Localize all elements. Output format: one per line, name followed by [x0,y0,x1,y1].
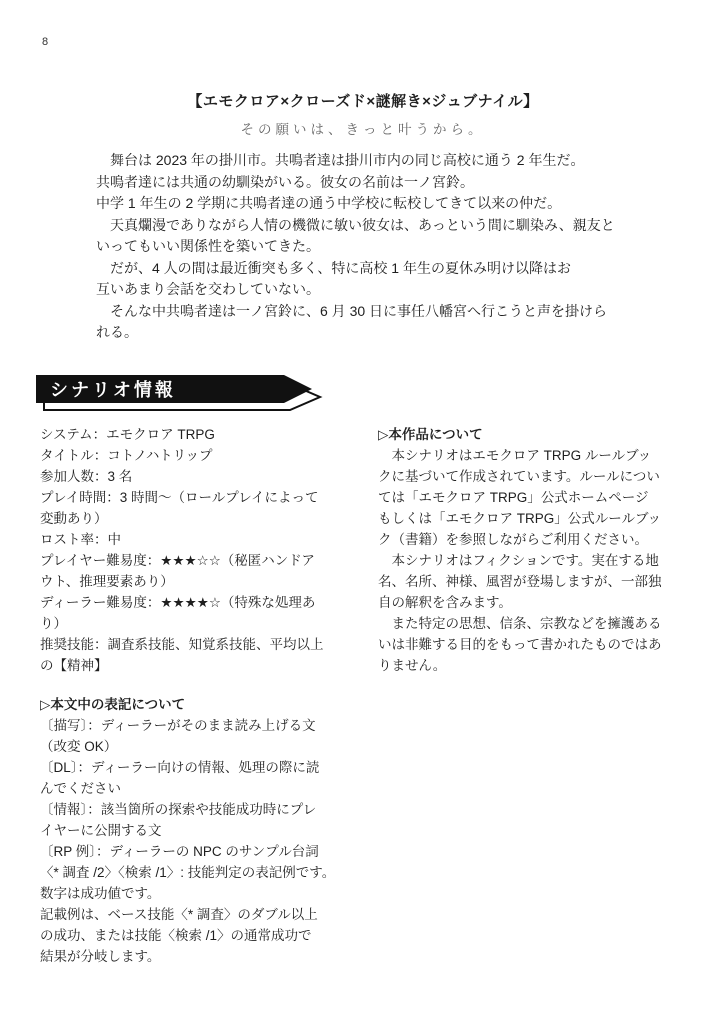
text-line: ウト、推理要素あり） [40,574,174,589]
scenario-info-banner [36,375,336,413]
text-line: ク（書籍）を参照しながらご利用ください。 [378,532,648,547]
text-line: の【精神】 [40,658,108,673]
text-line: 記載例は、ベース技能〈* 調査〉のダブル以上 [40,907,318,922]
text-line: 〈* 調査 /2〉〈検索 /1〉: 技能判定の表記例です。 [40,865,336,880]
scenario-spec-list [40,424,351,676]
text-line: の成功、または技能〈検索 /1〉の通常成功で [40,928,312,943]
text-line: 〔描写〕：ディーラーがそのまま読み上げる文 [40,718,316,733]
text-line: イヤーに公開する文 [40,823,162,838]
banner-ribbon-graphic [36,375,336,413]
banner-label: シナリオ情報 [50,380,176,400]
text-line: 名、名所、神様、風習が登場しますが、一部独 [378,574,662,589]
notation-heading: ▷本文中の表記について [40,697,186,712]
text-line: りません。 [378,658,447,673]
text-line: 〔情報〕：該当箇所の探索や技能成功時にプレ [40,802,317,817]
page-number: 8 [42,36,49,48]
text-line: だが、4 人の間は最近衝突も多く、特に高校 1 年生の夏休み明け以降はお [96,259,571,276]
text-line: 自の解釈を含みます。 [378,595,512,610]
tagline-subtitle: その願いは、きっと叶うから。 [240,122,486,137]
text-line: 本シナリオはフィクションです。実在する地 [378,553,659,568]
two-column-body [40,424,690,967]
text-line: ディーラー難易度：★★★★☆（特殊な処理あ [40,595,316,610]
text-line: いってもいい関係性を築いてきた。 [96,238,320,254]
text-line: 天真爛漫でありながら人情の機微に敏い彼女は、あっという間に馴染み、親友と [96,216,615,233]
about-lines [378,445,689,676]
text-line: 変動あり） [40,511,108,526]
text-line: 舞台は 2023 年の掛川市。共鳴者達は掛川市内の同じ高校に通う 2 年生だ。 [96,152,585,168]
text-line: んでください [40,781,121,796]
text-line: 互いあまり会話を交わしていない。 [96,281,320,297]
text-line: れる。 [96,324,138,340]
text-line: プレイ時間：3 時間～（ロールプレイによって [40,490,319,505]
left-column [40,424,351,967]
catchphrase-title: 【エモクロア×クローズド×謎解き×ジュブナイル】 [187,93,539,110]
text-line: 推奨技能：調査系技能、知覚系技能、平均以上 [40,637,324,652]
text-line: 本シナリオはエモクロア TRPG ルールブッ [378,448,652,463]
text-line: タイトル：コトノハトリップ [40,448,213,463]
text-line: また特定の思想、信条、宗教などを擁護ある [378,616,662,631]
text-line: 〔DL〕：ディーラー向けの情報、処理の際に読 [40,760,320,775]
text-line: （改変 OK） [40,739,118,754]
text-line: もしくは「エモクロア TRPG」公式ルールブッ [378,511,662,526]
text-line: いは非難する目的をもって書かれたものではあ [378,637,662,652]
about-heading: ▷本作品について [378,427,483,442]
text-line: クに基づいて作成されています。ルールについ [378,469,660,484]
page-header [0,90,726,138]
text-line: 〔RP 例〕：ディーラーの NPC のサンプル台詞 [40,844,319,859]
text-line: ては「エモクロア TRPG」公式ホームページ [378,490,649,505]
text-line: 参加人数：3 名 [40,469,133,484]
intro-paragraphs [96,150,636,344]
text-line: 共鳴者達には共通の幼馴染がいる。彼女の名前は一ノ宮鈴。 [96,173,474,190]
text-line: ロスト率：中 [40,532,121,547]
text-line: システム：エモクロア TRPG [40,427,215,442]
notation-lines [40,715,351,967]
text-line: プレイヤー難易度：★★★☆☆（秘匿ハンドア [40,553,315,568]
text-line: 数字は成功値です。 [40,886,161,901]
text-line: り） [40,616,67,631]
text-line: 結果が分岐します。 [40,949,161,964]
text-line: 中学 1 年生の 2 学期に共鳴者達の通う中学校に転校してきて以来の仲だ。 [96,195,562,211]
text-line: そんな中共鳴者達は一ノ宮鈴に、6 月 30 日に事任八幡宮へ行こうと声を掛けら [96,302,608,319]
right-column [378,424,689,967]
